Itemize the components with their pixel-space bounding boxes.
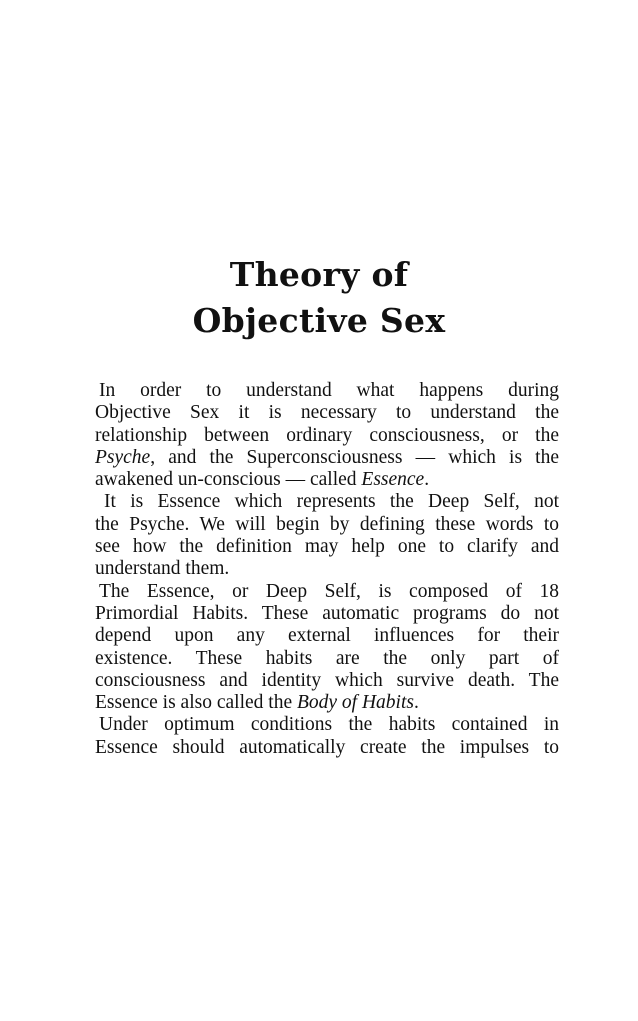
chapter-title-line-2: Objective Sex xyxy=(192,301,446,340)
text-line: In order to understand what happens during xyxy=(99,380,559,401)
text-line: understand them. xyxy=(95,558,230,580)
text-line: Under optimum conditions the habits contained in xyxy=(99,714,559,736)
text-line: It is Essence which represents the Deep Self, not xyxy=(104,491,559,513)
chapter-title-line-1: Theory of xyxy=(229,255,409,294)
text-line: the Psyche. We will begin by defining these words to xyxy=(95,513,559,535)
text-line: awakened un-conscious — called Essence. xyxy=(95,469,430,491)
text-line: Essence is also called the Body of Habits. xyxy=(95,692,419,714)
text-line: Psyche, and the Superconsciousness — which is the xyxy=(95,446,559,468)
text-line: relationship between ordinary consciousness, or the xyxy=(95,424,559,446)
text-line: see how the definition may help one to clarify and xyxy=(95,536,559,558)
text-line: consciousness and identity which survive death. The xyxy=(95,669,559,691)
text-line: existence. These habits are the only part of xyxy=(95,647,559,669)
text-line: Essence should automatically create the impulses to xyxy=(95,736,559,758)
body-text xyxy=(95,380,559,759)
text-line: Primordial Habits. These automatic programs do not xyxy=(95,602,559,624)
text-line: Objective Sex it is necessary to understand the xyxy=(95,402,559,424)
text-line: depend upon any external influences for their xyxy=(95,625,559,647)
text-line: The Essence, or Deep Self, is composed of 18 xyxy=(99,580,559,602)
